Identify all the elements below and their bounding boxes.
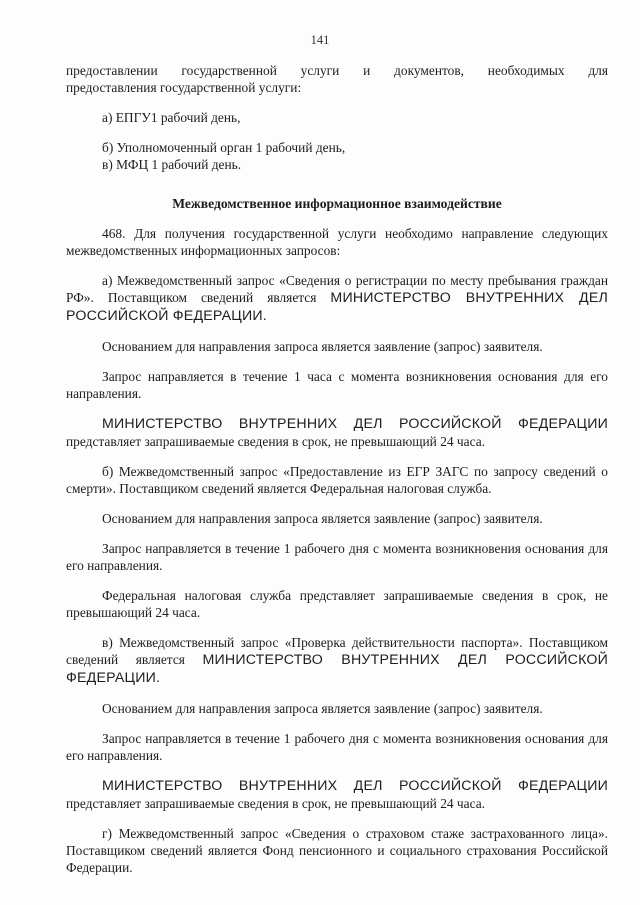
intro-text-1: предоставлении государственной услуги и документов, необходимых для <box>66 63 608 78</box>
deadline-item-epgu: а) ЕПГУ1 рабочий день, <box>102 110 241 125</box>
deadline-item-mfc: в) МФЦ 1 рабочий день. <box>102 157 242 172</box>
provides-paragraph-v <box>66 777 608 812</box>
provides-paragraph-b: Федеральная налоговая служба представляет запрашиваемые сведения в срок, не превышающий 24 часа. <box>66 588 608 620</box>
sent-paragraph-b: Запрос направляется в течение 1 рабочего дня с момента возникновения основания для его направления. <box>66 541 608 573</box>
request-a-org: МИНИСТЕРСТВО ВНУТРЕННИХ ДЕЛ РОССИЙСКОЙ ФЕДЕРАЦИИ. <box>66 290 608 324</box>
request-a <box>66 272 608 325</box>
provides-v-org: МИНИСТЕРСТВО ВНУТРЕННИХ ДЕЛ РОССИЙСКОЙ ФЕДЕРАЦИИ <box>102 778 608 794</box>
deadline-item-authority: б) Уполномоченный орган 1 рабочий день, <box>102 140 346 155</box>
paragraph-468: 468. Для получения государственной услуги необходимо направление следующих межведомственных информационных запросов: <box>66 226 608 258</box>
document-body <box>66 62 608 876</box>
provides-v-text: представляет запрашиваемые сведения в срок, не превышающий 24 часа. <box>66 796 486 811</box>
sent-paragraph-v: Запрос направляется в течение 1 рабочего дня с момента возникновения основания для его направления. <box>66 731 608 763</box>
sent-paragraph-a: Запрос направляется в течение 1 часа с момента возникновения основания для его направления. <box>66 369 608 401</box>
page-number: 141 <box>310 33 330 47</box>
basis-paragraph-2: Основанием для направления запроса является заявление (запрос) заявителя. <box>102 511 543 526</box>
intro-line-2: предоставления государственной услуги: <box>66 80 302 95</box>
provides-a-text: представляет запрашиваемые сведения в срок, не превышающий 24 часа. <box>66 434 486 449</box>
intro-line-1 <box>66 62 608 79</box>
request-b: б) Межведомственный запрос «Предоставление из ЕГР ЗАГС по запросу сведений о смерти». Поставщиком сведений является Федеральная налоговая служба. <box>66 464 608 496</box>
provides-paragraph-a <box>66 415 608 450</box>
basis-paragraph-3: Основанием для направления запроса является заявление (запрос) заявителя. <box>102 701 543 716</box>
request-a-text: а) Межведомственный запрос «Сведения о регистрации по месту пребывания граждан РФ». Поставщиком сведений является <box>66 273 608 305</box>
request-g: г) Межведомственный запрос «Сведения о страховом стаже застрахованного лица». Поставщиком сведений является Фонд пенсионного и социального страхования Российской Федерации. <box>66 826 608 875</box>
request-v-org: МИНИСТЕРСТВО ВНУТРЕННИХ ДЕЛ РОССИЙСКОЙ ФЕДЕРАЦИИ. <box>66 652 609 686</box>
basis-paragraph-1: Основанием для направления запроса является заявление (запрос) заявителя. <box>102 339 543 354</box>
request-v <box>66 634 608 687</box>
request-v-text: в) Межведомственный запрос «Проверка действительности паспорта». Поставщиком сведений является <box>66 635 608 667</box>
provides-a-org: МИНИСТЕРСТВО ВНУТРЕННИХ ДЕЛ РОССИЙСКОЙ ФЕДЕРАЦИИ <box>102 416 608 432</box>
section-heading: Межведомственное информационное взаимодействие <box>172 196 502 211</box>
